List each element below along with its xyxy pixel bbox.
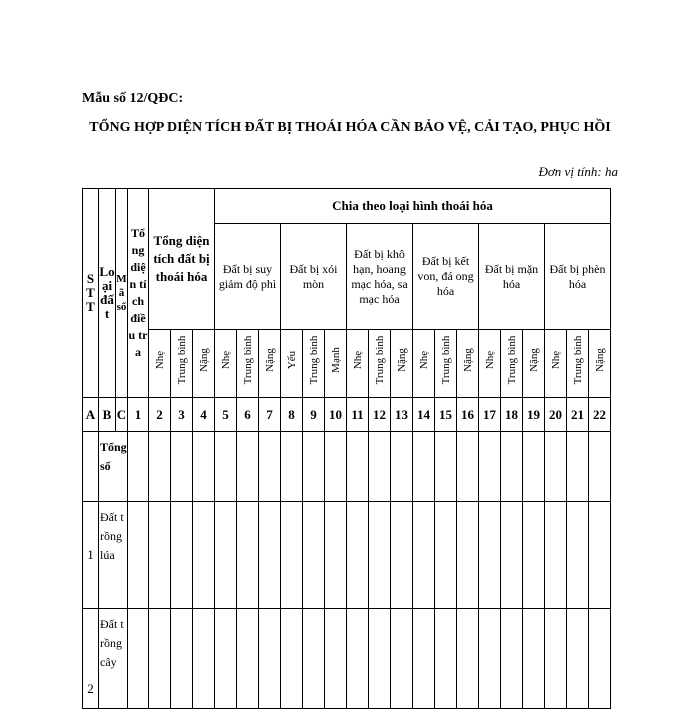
level-nang: Nặng	[589, 330, 611, 398]
row-label: Tổng số	[99, 432, 128, 502]
index-cell: 9	[303, 398, 325, 432]
level-manh: Mạnh	[325, 330, 347, 398]
level-trung-binh: Trung bình	[435, 330, 457, 398]
header-loai-dat: Loại đất	[99, 189, 116, 398]
level-nang: Nặng	[457, 330, 479, 398]
index-cell: 7	[259, 398, 281, 432]
group-man-hoa: Đất bị mặn hóa	[479, 224, 545, 330]
index-cell: 20	[545, 398, 567, 432]
index-cell: C	[116, 398, 128, 432]
form-number: Mẫu số 12/QĐC:	[82, 91, 184, 106]
index-cell: 10	[325, 398, 347, 432]
index-cell: 11	[347, 398, 369, 432]
level-yeu: Yếu	[281, 330, 303, 398]
index-cell: 19	[523, 398, 545, 432]
level-nang: Nặng	[193, 330, 215, 398]
level-nang: Nặng	[523, 330, 545, 398]
index-cell: 3	[171, 398, 193, 432]
level-trung-binh: Trung bình	[567, 330, 589, 398]
index-cell: 22	[589, 398, 611, 432]
level-trung-binh: Trung bình	[237, 330, 259, 398]
level-trung-binh: Trung bình	[369, 330, 391, 398]
index-cell: 12	[369, 398, 391, 432]
group-suy-giam-do-phi: Đất bị suy giảm độ phì	[215, 224, 281, 330]
index-cell: 21	[567, 398, 589, 432]
header-tong-thoai-hoa: Tổng diện tích đất bị thoái hóa	[149, 189, 215, 330]
level-nhe: Nhẹ	[545, 330, 567, 398]
level-trung-binh: Trung bình	[303, 330, 325, 398]
header-chia-theo-loai-hinh: Chia theo loại hình thoái hóa	[215, 189, 611, 224]
index-cell: 16	[457, 398, 479, 432]
row-stt: 2	[83, 609, 99, 709]
group-kho-han: Đất bị khô hạn, hoang mạc hóa, sa mạc hóa	[347, 224, 413, 330]
index-cell: 14	[413, 398, 435, 432]
group-phen-hoa: Đất bị phèn hóa	[545, 224, 611, 330]
level-nang: Nặng	[259, 330, 281, 398]
row-label: Đất trồng lúa	[99, 502, 128, 609]
header-stt: STT	[83, 189, 99, 398]
index-cell: 17	[479, 398, 501, 432]
level-nhe: Nhẹ	[215, 330, 237, 398]
level-nhe: Nhẹ	[479, 330, 501, 398]
index-cell: 1	[128, 398, 149, 432]
header-tong-dieu-tra: Tổng diện tích điều tra	[128, 189, 149, 398]
level-nhe: Nhẹ	[347, 330, 369, 398]
row-stt: 1	[83, 502, 99, 609]
index-cell: A	[83, 398, 99, 432]
index-cell: 2	[149, 398, 171, 432]
row-stt	[83, 432, 99, 502]
table-row	[83, 609, 611, 709]
table-row	[83, 502, 611, 609]
index-cell: 18	[501, 398, 523, 432]
group-xoi-mon: Đất bị xói mòn	[281, 224, 347, 330]
level-trung-binh: Trung bình	[171, 330, 193, 398]
table-row	[83, 432, 611, 502]
group-ket-von: Đất bị kết von, đá ong hóa	[413, 224, 479, 330]
level-nhe: Nhẹ	[149, 330, 171, 398]
index-cell: 4	[193, 398, 215, 432]
row-label: Đất trồng cây	[99, 609, 128, 709]
level-nhe: Nhẹ	[413, 330, 435, 398]
level-trung-binh: Trung bình	[501, 330, 523, 398]
index-row	[83, 398, 611, 432]
index-cell: 13	[391, 398, 413, 432]
index-cell: 15	[435, 398, 457, 432]
degraded-land-table	[82, 188, 611, 709]
index-cell: 6	[237, 398, 259, 432]
index-cell: B	[99, 398, 116, 432]
header-ma-so: Mã số	[116, 189, 128, 398]
unit-label: Đơn vị tính: ha	[538, 164, 618, 179]
level-nang: Nặng	[391, 330, 413, 398]
document-title: TỔNG HỢP DIỆN TÍCH ĐẤT BỊ THOÁI HÓA CẦN BẢO VỆ, CẢI TẠO, PHỤC HỒI	[89, 120, 611, 135]
index-cell: 5	[215, 398, 237, 432]
index-cell: 8	[281, 398, 303, 432]
